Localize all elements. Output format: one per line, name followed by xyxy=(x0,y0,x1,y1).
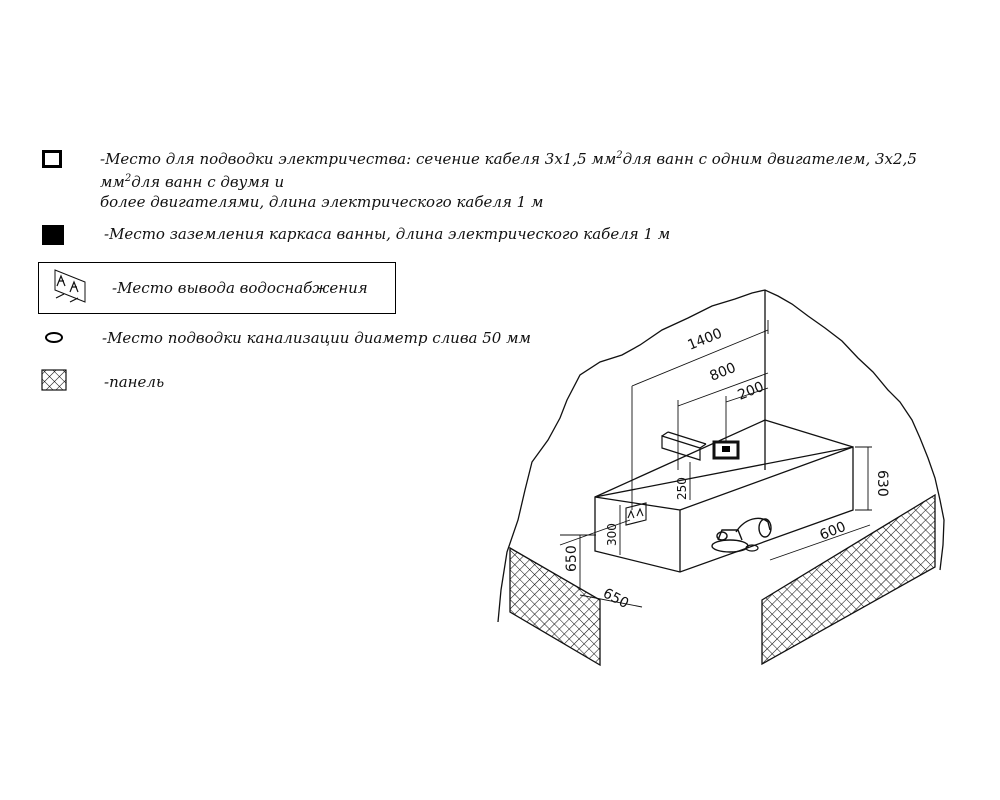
panel-right xyxy=(762,495,935,664)
legend-water: -Место вывода водоснабжения xyxy=(112,279,368,297)
dim-650-diagonal: 650 xyxy=(600,585,632,613)
legend-electric-sup1: 2 xyxy=(616,150,623,161)
legend-drain: -Место подводки канализации диаметр слива 50 мм xyxy=(102,329,531,347)
legend-electric-line2: более двигателями, длина электрического кабеля 1 м xyxy=(100,193,544,211)
dim-200: 200 xyxy=(735,378,767,404)
dim-250: 250 xyxy=(675,477,689,500)
dim-300: 300 xyxy=(605,523,619,546)
dim-630: 630 xyxy=(874,470,890,497)
legend-electric-suffix: для ванн с двумя и xyxy=(131,173,285,191)
water-connection-icon xyxy=(626,503,646,525)
panel-symbol-icon xyxy=(42,370,66,390)
dim-650-vertical: 650 xyxy=(564,545,580,572)
faucet-icon xyxy=(712,518,771,552)
legend-panel: -панель xyxy=(104,373,165,391)
water-outlet-pipe xyxy=(662,432,706,460)
legend-electric-mid: для ванн с одним двигателем, 3х2,5 мм xyxy=(100,150,917,191)
water-supply-symbol-icon xyxy=(55,270,85,302)
legend-electric-prefix: -Место для подводки электричества: сечение кабеля 3х1,5 мм xyxy=(100,150,617,168)
legend-ground: -Место заземления каркаса ванны, длина электрического кабеля 1 м xyxy=(104,225,671,243)
ground-point-icon xyxy=(722,446,730,452)
legend-electric-sup2: 2 xyxy=(124,173,132,184)
panel-left xyxy=(510,548,600,665)
dim-1400: 1400 xyxy=(685,325,725,354)
dim-600: 600 xyxy=(817,518,849,544)
dim-800: 800 xyxy=(707,359,739,385)
